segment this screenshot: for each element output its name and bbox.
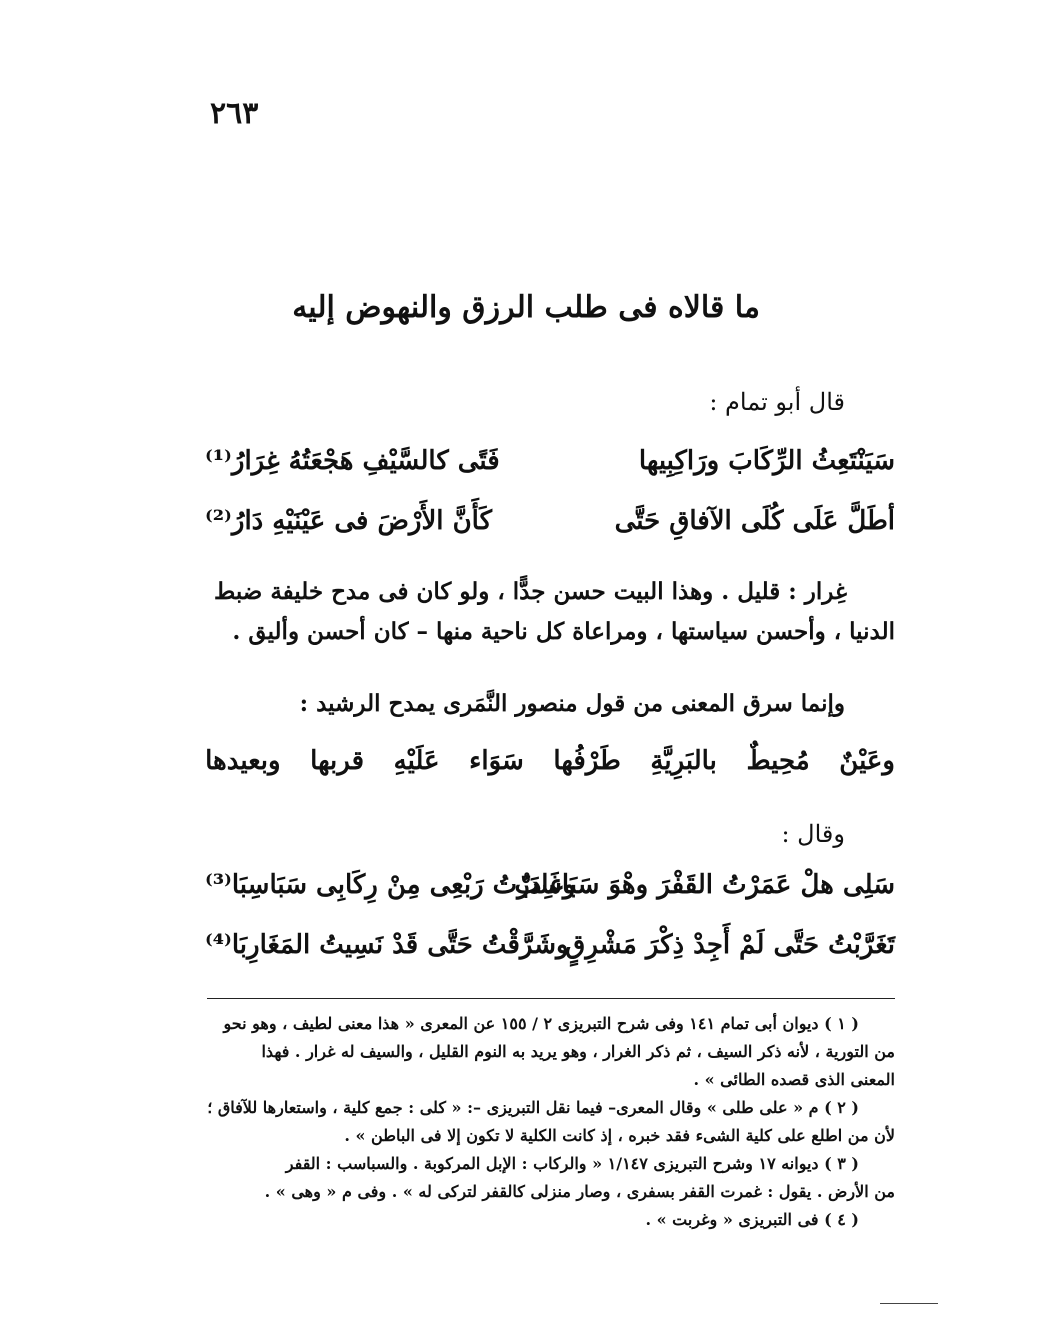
verse-hemistich-first: سَلِى هلْ عَمَرْتُ القَفْرَ وهْوَ سَبَاسِبٌ xyxy=(514,870,895,900)
verse-hemistich-second: وشَرَّقْتُ حَتَّى قَدْ نَسِيتُ المَغَارِبَا⁽⁴⁾ xyxy=(205,930,569,960)
footnotes xyxy=(205,1010,895,1234)
verse-hemistich-second: وغَادَرْتُ رَبْعِى مِنْ رِكَابِى سَبَاسِبَا⁽³⁾ xyxy=(205,870,576,900)
verse-word: وبعيدها xyxy=(205,746,281,776)
verse-single xyxy=(205,746,895,786)
footnote-line: المعنى الذى قصده الطائى » . xyxy=(693,1070,895,1089)
verse-hemistich-first: سَيَنْتَعِثُ الرِّكَابَ ورَاكِبِيها xyxy=(638,446,895,476)
verse-word: قربها xyxy=(310,746,365,776)
verse-line-1 xyxy=(205,446,895,488)
footnote-line: من الأرض . يقول : غمرت القفر بسفرى ، وصار منزلى كالقفر لتركى له » . وفى م « وهى » . xyxy=(264,1182,895,1201)
verse-hemistich-first: أطَلَّ عَلَى كُلَى الآفاقِ حَتَّى xyxy=(614,506,895,536)
bottom-divider xyxy=(880,1303,938,1304)
footnote-line: لأن من اطلع على كلية الشىء فقد خبره ، إذ كانت الكلية لا تكون إلا فى الباطن » . xyxy=(344,1126,895,1145)
verse-hemistich-second: فَتًى كالسَّيْفِ هَجْعَتُهُ غِرَارُ⁽¹⁾ xyxy=(205,446,500,476)
verse-word: وعَيْنٌ xyxy=(839,746,895,776)
page-number: ٢٦٣ xyxy=(210,96,259,131)
footnote-line: ( ٤ ) فى التبريزى « وغربت » . xyxy=(645,1210,859,1229)
commentary-line: الدنيا ، وأحسن سياستها ، ومراعاة كل ناحية منها – كان أحسن وأليق . xyxy=(232,618,895,645)
commentary-paragraph xyxy=(205,572,895,652)
footnote-line: ( ٢ ) م « على طلى » وقال المعرى– فيما نقل التبريزى –: « كلى : جمع كلية ، واستعارها للآفاق ؛ xyxy=(207,1098,859,1117)
verse-word: بالبَرِيَّةِ xyxy=(650,746,717,776)
verse-word: سَوَاء xyxy=(469,746,524,776)
section-title: ما قالاه فى طلب الرزق والنهوض إليه xyxy=(292,290,760,325)
verse-line-3 xyxy=(205,870,895,912)
footnote-divider xyxy=(207,998,895,999)
verse-line-4 xyxy=(205,930,895,972)
commentary-line: غِرار : قليل . وهذا البيت حسن جدًّا ، ولو كان فى مدح خليفة ضبط xyxy=(214,578,847,605)
verse-word: مُحِيطٌ xyxy=(746,746,810,776)
intro-abu-tammam: قال أبو تمام : xyxy=(709,388,845,416)
verse-line-2 xyxy=(205,506,895,548)
intro-said: وقال : xyxy=(781,820,845,848)
verse-hemistich-first: تَغَرَّبْتُ حَتَّى لَمْ أَجِدْ ذِكْرَ مَشْرِقٍ xyxy=(565,930,895,960)
verse-word: عَلَيْهِ xyxy=(393,746,440,776)
footnote-line: ( ٣ ) ديوانه ١٧ وشرح التبريزى ١/١٤٧ « والركاب : الإبل المركوبة . والسباسب : القفر xyxy=(285,1154,859,1173)
intro-mansur: وإنما سرق المعنى من قول منصور النَّمَرى يمدح الرشيد : xyxy=(299,690,845,717)
verse-word: طَرْفُها xyxy=(553,746,621,776)
footnote-line: ( ١ ) ديوان أبى تمام ١٤١ وفى شرح التبريزى ٢ / ١٥٥ عن المعرى « هذا معنى لطيف ، وهو نحو xyxy=(223,1014,859,1033)
footnote-line: من التورية ، لأنه ذكر السيف ، ثم ذكر الغرار ، وهو يريد به النوم القليل ، والسيف له غرار . فهذا xyxy=(261,1042,895,1061)
verse-hemistich-second: كَأَنَّ الأَرْضَ فى عَيْنَيْهِ دَارُ⁽²⁾ xyxy=(205,506,492,536)
